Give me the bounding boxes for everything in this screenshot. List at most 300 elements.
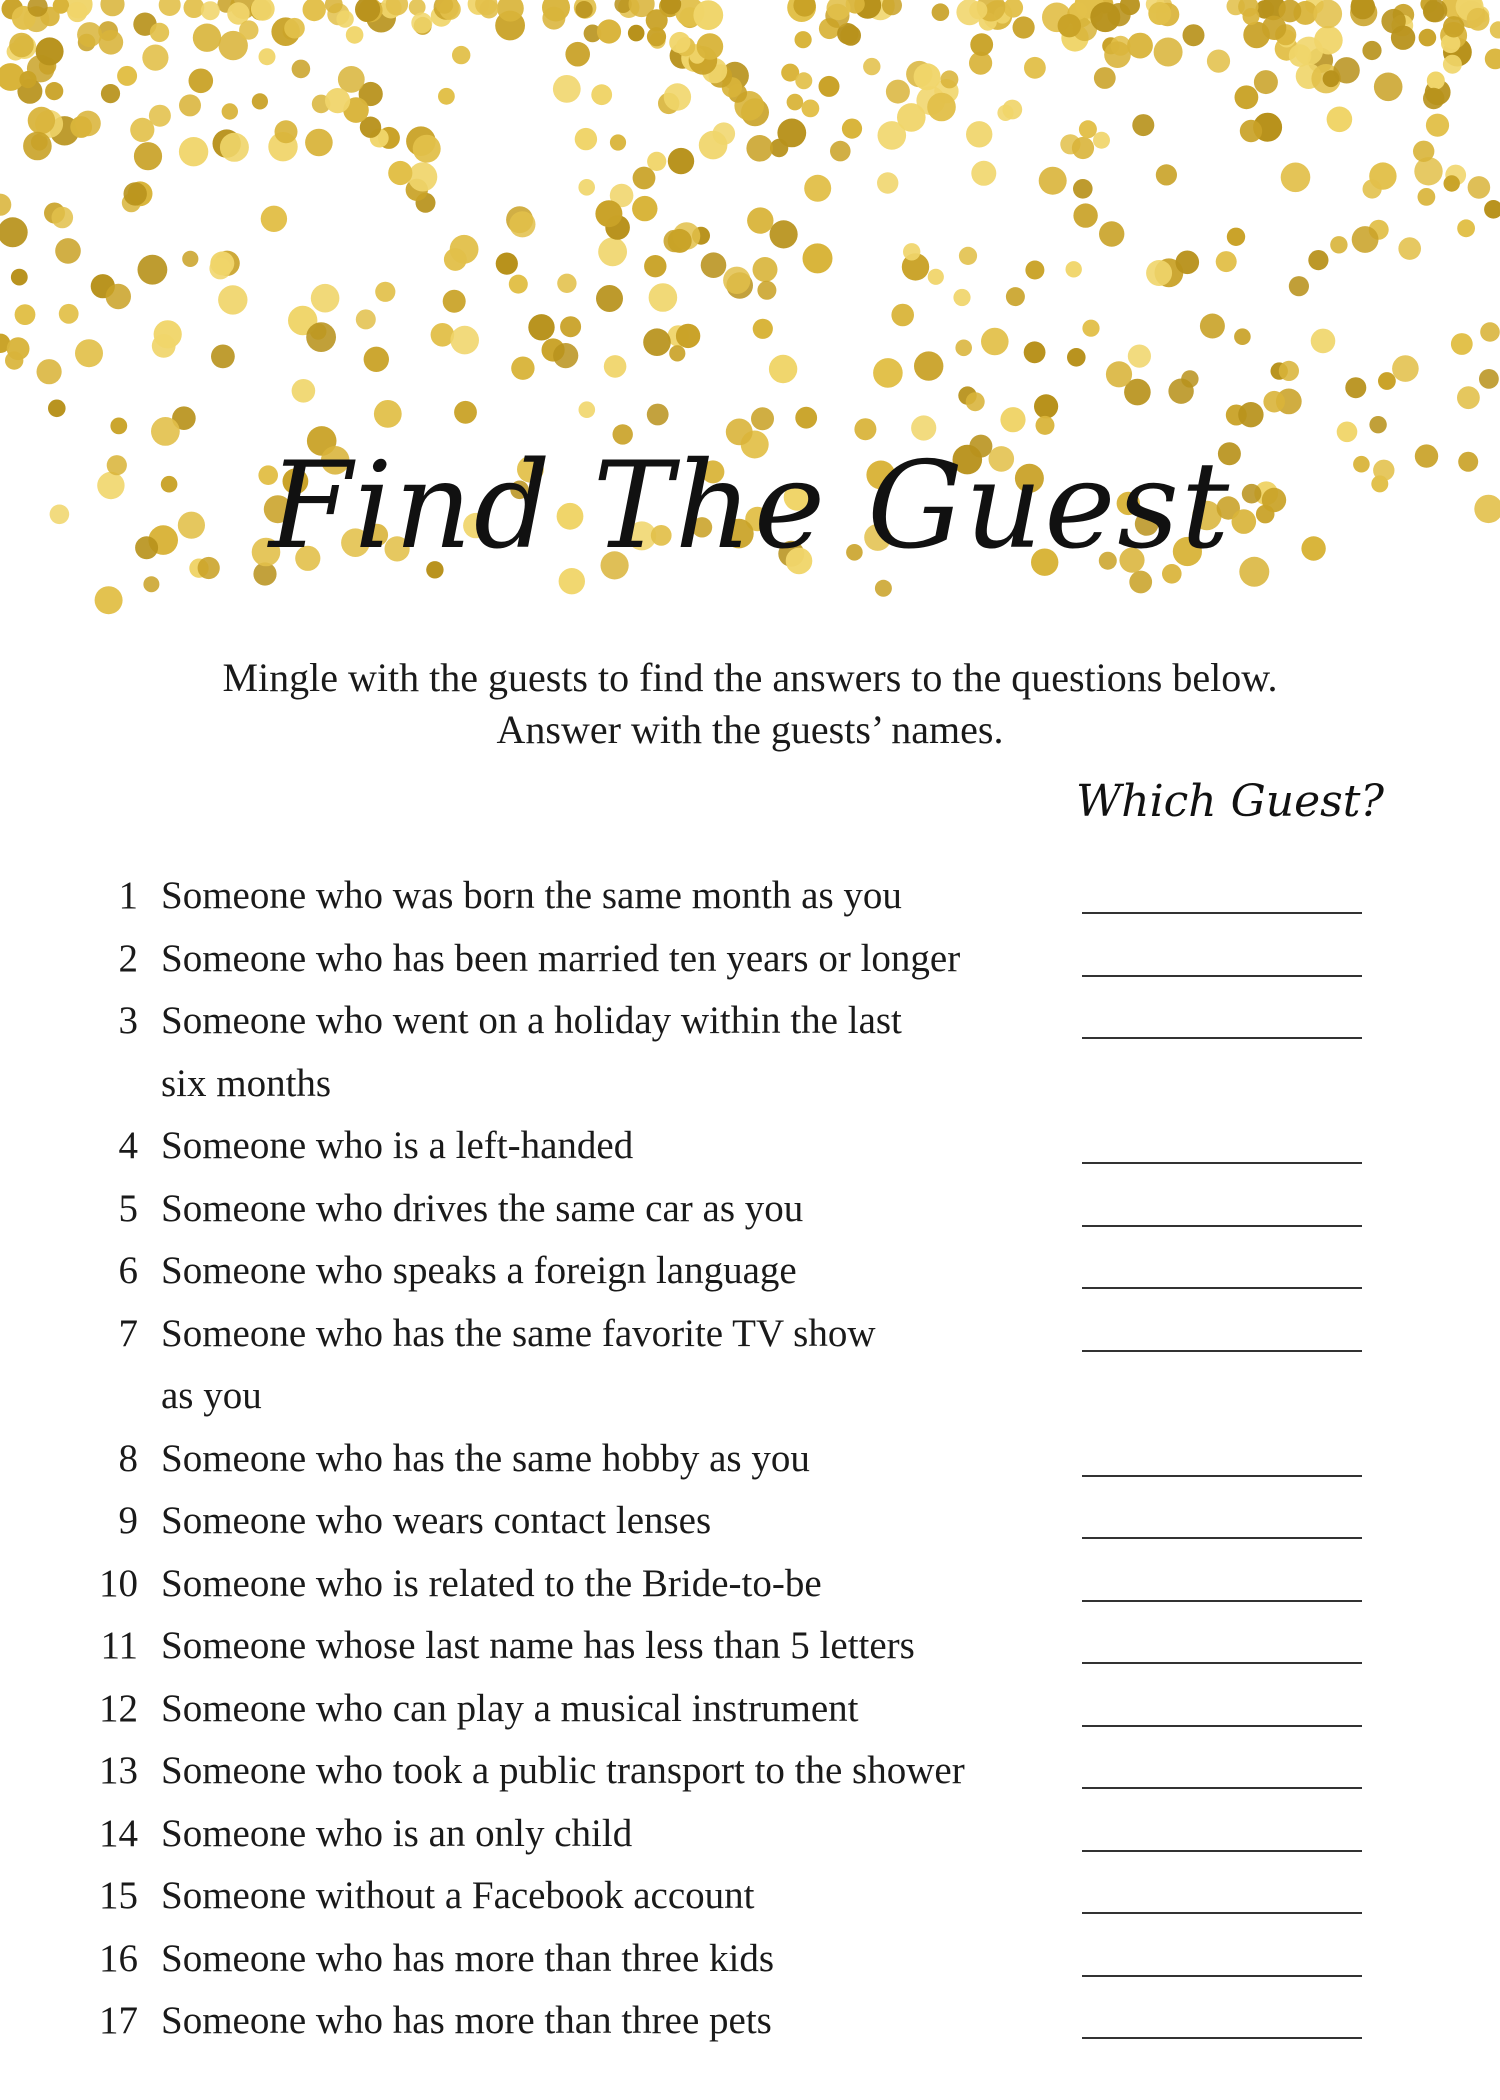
confetti-dot <box>117 66 137 86</box>
confetti-dot <box>75 339 103 367</box>
confetti-dot <box>356 309 376 329</box>
confetti-dot <box>646 9 668 31</box>
confetti-dot <box>647 404 669 426</box>
confetti-dot <box>597 19 621 43</box>
confetti-dot <box>55 238 81 264</box>
confetti-dot <box>100 0 124 16</box>
question-text: Someone who has more than three pets <box>161 1999 772 2042</box>
confetti-dot <box>664 83 691 110</box>
page-title: Find The Guest <box>268 437 1232 576</box>
confetti-dot <box>101 84 120 103</box>
confetti-dot <box>697 33 724 60</box>
confetti-dot <box>99 30 124 55</box>
question-item <box>70 1740 1390 1803</box>
confetti-dot <box>19 71 36 88</box>
confetti-dot <box>598 237 627 266</box>
question-item <box>70 1990 1390 2053</box>
confetti-dot <box>413 135 441 163</box>
confetti-dot <box>914 351 943 380</box>
confetti-dot <box>36 37 64 65</box>
confetti-dot <box>632 196 657 221</box>
confetti-dot <box>981 328 1009 356</box>
confetti-dot <box>914 63 941 90</box>
confetti-dot <box>211 345 235 369</box>
confetti-dot <box>1073 179 1093 199</box>
confetti-dot <box>1392 355 1419 382</box>
confetti-dot <box>259 48 276 65</box>
question-number: 14 <box>99 1811 138 1855</box>
confetti-dot <box>969 1 987 19</box>
confetti-dot <box>1154 38 1183 67</box>
confetti-dot <box>306 322 336 352</box>
confetti-dot <box>959 247 977 265</box>
confetti-dot <box>891 304 914 327</box>
answer-blank-line[interactable] <box>1082 1287 1362 1289</box>
question-number: 15 <box>99 1874 138 1917</box>
confetti-dot <box>1146 260 1172 286</box>
confetti-dot <box>553 75 581 103</box>
confetti-dot <box>644 255 666 277</box>
confetti-dot <box>1352 226 1379 253</box>
confetti-dot <box>1082 320 1099 337</box>
confetti-dot <box>1072 137 1094 159</box>
confetti-dot <box>1227 228 1245 246</box>
answer-blank-line[interactable] <box>1082 1912 1362 1914</box>
confetti-dot <box>953 289 970 306</box>
question-text: Someone whose last name has less than 5 letters <box>161 1624 915 1667</box>
confetti-dot <box>560 316 581 337</box>
confetti-dot <box>1468 176 1491 199</box>
question-item <box>70 1240 1390 1303</box>
confetti-dot <box>150 23 169 42</box>
confetti-dot <box>746 135 773 162</box>
confetti-dot <box>1039 167 1067 195</box>
confetti-dot <box>48 400 66 418</box>
instructions-line-1: Mingle with the guests to find the answers to the questions below. <box>222 655 1278 700</box>
question-item <box>70 1865 1390 1928</box>
confetti-dot <box>134 142 162 170</box>
confetti-dot <box>787 94 804 111</box>
answer-blank-line[interactable] <box>1082 1350 1362 1352</box>
confetti-dot <box>1176 250 1200 274</box>
confetti-dot <box>130 118 154 142</box>
question-number: 1 <box>118 874 138 917</box>
question-number: 4 <box>118 1124 138 1167</box>
answer-blank-line[interactable] <box>1082 1162 1362 1164</box>
question-text: Someone who speaks a foreign language <box>161 1249 797 1292</box>
confetti-dot <box>576 1 593 18</box>
confetti-dot <box>275 120 298 143</box>
confetti-dot <box>579 401 596 418</box>
confetti-dot <box>159 0 181 16</box>
instructions <box>0 652 1500 756</box>
question-list <box>70 865 1390 2053</box>
confetti-dot <box>1000 407 1025 432</box>
confetti-dot <box>863 58 880 75</box>
answer-blank-line[interactable] <box>1082 2037 1362 2039</box>
confetti-dot <box>1183 24 1205 46</box>
confetti-dot <box>509 275 528 294</box>
confetti-dot <box>1106 361 1132 387</box>
instructions-line-2: Answer with the guests’ names. <box>496 707 1004 752</box>
question-number: 6 <box>118 1249 138 1292</box>
confetti-dot <box>753 319 773 339</box>
confetti-dot <box>1443 55 1462 74</box>
confetti-dot <box>596 285 623 312</box>
question-text: Someone who was born the same month as you <box>161 874 902 917</box>
confetti-dot <box>182 251 198 267</box>
confetti-dot <box>873 358 903 388</box>
confetti-dot <box>723 267 750 294</box>
confetti-dot <box>1311 329 1336 354</box>
question-text: Someone who drives the same car as you <box>161 1186 804 1230</box>
confetti-dot <box>966 121 992 147</box>
confetti-dot <box>189 69 214 94</box>
confetti-dot <box>284 18 305 39</box>
confetti-dot <box>565 42 590 67</box>
confetti-dot <box>67 2 87 22</box>
confetti-dot <box>1314 26 1343 55</box>
confetti-dot <box>106 284 131 309</box>
confetti-dot <box>452 46 470 64</box>
question-text: Someone who wears contact lenses <box>161 1499 712 1542</box>
confetti-dot <box>840 25 861 46</box>
question-number: 7 <box>118 1311 138 1355</box>
confetti-dot <box>1073 203 1097 227</box>
confetti-dot <box>1479 369 1499 389</box>
confetti-dot <box>59 304 79 324</box>
question-item <box>70 1928 1390 1991</box>
confetti-dot <box>431 323 455 347</box>
answer-blank-line[interactable] <box>1082 975 1362 977</box>
confetti-dot <box>374 400 402 428</box>
confetti-dot <box>7 337 30 360</box>
confetti-dot <box>971 161 996 186</box>
confetti-dot <box>1289 276 1309 296</box>
confetti-dot <box>1024 57 1046 79</box>
confetti-dot <box>997 105 1013 121</box>
question-number: 11 <box>100 1624 138 1667</box>
confetti-dot <box>252 93 268 109</box>
confetti-dot <box>1374 73 1403 102</box>
confetti-dot <box>1243 8 1260 25</box>
confetti-dot <box>842 119 862 139</box>
confetti-dot <box>311 284 340 313</box>
question-item <box>70 1553 1390 1616</box>
confetti-dot <box>610 134 626 150</box>
confetti-dot <box>927 93 956 122</box>
question-text: Someone who can play a musical instrument <box>161 1686 859 1730</box>
confetti-dot <box>375 282 395 302</box>
confetti-dot <box>1079 120 1097 138</box>
confetti-dot <box>138 255 168 285</box>
confetti-dot <box>928 269 944 285</box>
confetti-dot <box>940 70 958 88</box>
confetti-dot <box>903 243 920 260</box>
confetti-dot <box>1093 132 1110 149</box>
confetti-dot <box>575 128 597 150</box>
confetti-dot <box>1345 377 1366 398</box>
question-item <box>70 1115 1390 1178</box>
confetti-dot <box>75 111 101 137</box>
confetti-dot <box>668 229 692 253</box>
confetti-dot <box>1058 14 1081 37</box>
confetti-dot <box>179 94 201 116</box>
confetti-dot <box>777 118 806 147</box>
confetti-dot <box>795 31 812 48</box>
question-text: Someone who took a public transport to the shower <box>161 1749 965 1792</box>
question-item <box>70 1428 1390 1491</box>
answer-blank-line[interactable] <box>1082 1600 1362 1602</box>
question-text: Someone who has the same hobby as you <box>161 1436 810 1480</box>
confetti-dot <box>1369 162 1396 189</box>
question-number: 16 <box>99 1936 138 1980</box>
confetti-dot <box>1094 67 1116 89</box>
confetti-dot <box>1238 402 1263 427</box>
confetti-dot <box>966 392 985 411</box>
confetti-dot <box>1254 70 1278 94</box>
confetti-dot <box>1234 328 1251 345</box>
confetti-dot <box>77 22 102 47</box>
confetti-dot <box>1480 322 1500 342</box>
confetti-dot <box>496 253 518 275</box>
question-text: Someone who has the same favorite TV show as you <box>161 1311 876 1417</box>
question-text: Someone who has been married ten years or longer <box>161 936 961 980</box>
confetti-dot <box>1490 21 1500 38</box>
confetti-dot <box>819 76 840 97</box>
confetti-dot <box>875 580 892 597</box>
confetti-dot <box>595 200 622 227</box>
confetti-dot <box>1457 219 1475 237</box>
confetti-dot <box>37 359 62 384</box>
confetti-dot <box>336 10 353 27</box>
confetti-dot <box>261 206 287 232</box>
confetti-dot <box>408 162 437 191</box>
question-text: Someone who has more than three kids <box>161 1936 775 1980</box>
confetti-dot <box>454 401 477 424</box>
confetti-dot <box>346 26 364 44</box>
question-text: Someone who is related to the Bride-to-be <box>161 1561 822 1605</box>
question-item <box>70 1803 1390 1866</box>
confetti-dot <box>45 82 63 100</box>
confetti-dot <box>11 269 28 286</box>
confetti-dot <box>1333 57 1359 83</box>
confetti-dot <box>23 132 52 161</box>
question-number: 10 <box>99 1561 138 1605</box>
question-text: Someone who is an only child <box>161 1811 633 1855</box>
question-number: 12 <box>99 1686 138 1730</box>
confetti-dot <box>325 88 350 113</box>
answer-blank-line[interactable] <box>1082 1475 1362 1477</box>
confetti-dot <box>1413 141 1434 162</box>
confetti-dot <box>643 328 671 356</box>
confetti-dot <box>528 314 554 340</box>
confetti-dot <box>647 152 666 171</box>
question-text: Someone who went on a holiday within the last six months <box>161 999 902 1105</box>
confetti-dot <box>557 274 576 293</box>
confetti-dot <box>1034 394 1058 418</box>
question-text: Someone who is a left-handed <box>161 1124 634 1167</box>
confetti-dot <box>1427 72 1445 90</box>
answer-blank-line[interactable] <box>1082 1537 1362 1539</box>
confetti-dot <box>193 24 221 52</box>
confetti-dot <box>411 12 432 33</box>
confetti-dot <box>878 121 907 150</box>
answer-blank-line[interactable] <box>1082 1037 1362 1039</box>
confetti-dot <box>1457 386 1480 409</box>
confetti-dot <box>669 32 690 53</box>
answer-blank-line[interactable] <box>1082 1975 1362 1977</box>
confetti-dot <box>970 33 993 56</box>
answer-blank-line[interactable] <box>1082 1850 1362 1852</box>
confetti-dot <box>1006 287 1025 306</box>
confetti-dot <box>1398 237 1421 260</box>
confetti-dot <box>1467 8 1490 31</box>
confetti-dot <box>1414 157 1442 185</box>
confetti-dot <box>303 0 326 21</box>
confetti-dot <box>9 33 34 58</box>
question-number: 2 <box>118 936 138 980</box>
confetti-dot <box>388 161 412 185</box>
confetti-dot <box>1104 41 1131 68</box>
confetti-dot <box>1378 372 1396 390</box>
confetti-dot <box>1243 22 1270 49</box>
question-number: 5 <box>118 1186 138 1230</box>
confetti-dot <box>52 207 74 229</box>
confetti-dot <box>1418 188 1436 206</box>
confetti-dot <box>15 304 36 325</box>
answer-blank-line[interactable] <box>1082 912 1362 914</box>
confetti-dot <box>1090 2 1120 32</box>
question-item <box>70 928 1390 991</box>
confetti-dot <box>1423 1 1444 22</box>
confetti-dot <box>628 25 645 42</box>
confetti-dot <box>1444 175 1460 191</box>
confetti-dot <box>218 285 247 314</box>
confetti-dot <box>578 179 595 196</box>
confetti-dot <box>438 88 455 105</box>
confetti-dot <box>28 107 55 134</box>
confetti-dot <box>1216 251 1237 272</box>
confetti-dot <box>1423 88 1444 109</box>
confetti-dot <box>239 20 258 39</box>
confetti-dot <box>633 167 656 190</box>
confetti-dot <box>220 133 249 162</box>
confetti-dot <box>701 252 727 278</box>
confetti-dot <box>795 72 812 89</box>
confetti-dot <box>1013 16 1035 38</box>
confetti-dot <box>669 345 685 361</box>
question-item <box>70 1303 1390 1428</box>
confetti-dot <box>795 407 817 429</box>
confetti-dot <box>591 84 612 105</box>
confetti-dot <box>693 0 723 30</box>
confetti-dot <box>1381 9 1405 33</box>
question-number: 13 <box>99 1749 138 1792</box>
confetti-dot <box>154 320 182 348</box>
confetti-dot <box>444 248 467 271</box>
confetti-dot <box>1066 261 1082 277</box>
confetti-dot <box>886 80 910 104</box>
confetti-dot <box>1426 114 1449 137</box>
confetti-dot <box>1067 348 1086 367</box>
confetti-dot <box>511 357 534 380</box>
confetti-dot <box>1127 33 1153 59</box>
confetti-dot <box>830 141 851 162</box>
confetti-dot <box>803 243 833 273</box>
confetti-dot <box>450 326 479 355</box>
confetti-dot <box>757 281 776 300</box>
confetti-dot <box>1156 164 1177 185</box>
confetti-dot <box>1279 361 1299 381</box>
confetti-dot <box>1128 345 1151 368</box>
confetti-dot <box>1024 341 1046 363</box>
question-number: 8 <box>118 1436 138 1480</box>
confetti-dot <box>1240 120 1262 142</box>
answer-blank-line[interactable] <box>1082 1725 1362 1727</box>
confetti-dot <box>95 586 123 614</box>
question-item <box>70 990 1390 1115</box>
confetti-dot <box>443 290 466 313</box>
confetti-dot <box>1313 0 1342 28</box>
confetti-dot <box>292 60 311 79</box>
confetti-dot <box>1443 16 1464 37</box>
confetti-dot <box>1207 50 1230 73</box>
answer-column-header: Which Guest? <box>1076 776 1384 827</box>
confetti-dot <box>1025 261 1044 280</box>
confetti-dot <box>222 103 238 119</box>
confetti-dot <box>553 343 578 368</box>
confetti-dot <box>770 220 798 248</box>
confetti-dot <box>769 355 797 383</box>
confetti-dot <box>1200 314 1225 339</box>
answer-blank-line[interactable] <box>1082 1225 1362 1227</box>
confetti-dot <box>179 137 208 166</box>
confetti-dot <box>1289 44 1312 67</box>
confetti-dot <box>1451 333 1473 355</box>
question-item <box>70 1678 1390 1741</box>
confetti-dot <box>0 194 11 216</box>
confetti-dot <box>1327 107 1353 133</box>
confetti-dot <box>668 148 694 174</box>
confetti-dot <box>0 217 28 247</box>
confetti-dot <box>753 257 778 282</box>
question-number: 3 <box>118 999 138 1042</box>
confetti-dot <box>292 379 316 403</box>
confetti-dot <box>1148 2 1171 25</box>
question-number: 9 <box>118 1499 138 1542</box>
confetti-dot <box>201 1 220 20</box>
confetti-dot <box>1362 41 1381 60</box>
confetti-dot <box>649 283 678 312</box>
answer-blank-line[interactable] <box>1082 1662 1362 1664</box>
confetti-dot <box>364 347 389 372</box>
confetti-dot <box>747 207 773 233</box>
confetti-dot <box>142 45 168 71</box>
confetti-dot <box>877 172 898 193</box>
confetti-dot <box>699 131 728 160</box>
confetti-dot <box>1330 236 1347 253</box>
question-item <box>70 1615 1390 1678</box>
confetti-dot <box>676 324 700 348</box>
confetti-dot <box>1485 49 1500 70</box>
answer-blank-line[interactable] <box>1082 1787 1362 1789</box>
confetti-dot <box>1484 200 1500 219</box>
confetti-dot <box>1419 29 1437 47</box>
confetti-dot <box>509 211 535 237</box>
confetti-dot <box>1168 379 1193 404</box>
confetti-dot <box>209 258 231 280</box>
